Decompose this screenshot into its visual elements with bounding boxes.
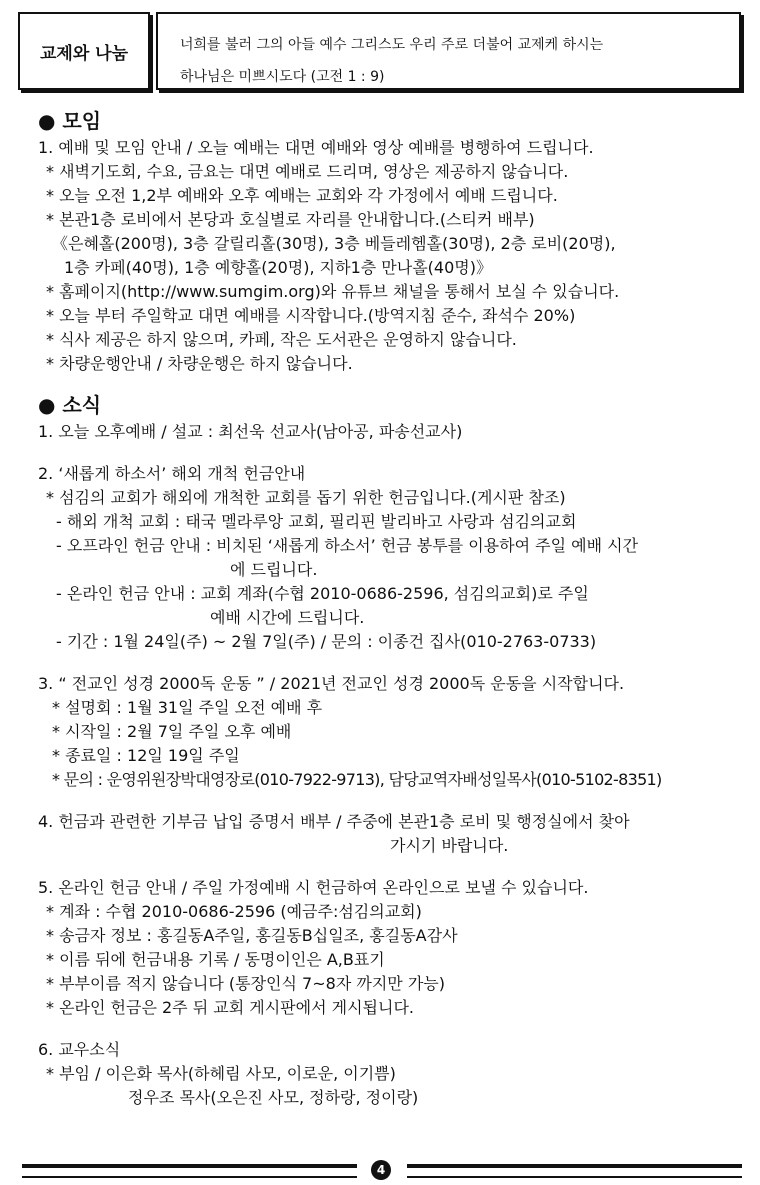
- news-item: 1. 오늘 오후예배 / 설교 : 최선욱 선교사(남아공, 파송선교사): [38, 422, 463, 441]
- news-line: * 섬김의 교회가 해외에 개척한 교회를 돕기 위한 헌금입니다.(게시판 참조): [46, 488, 566, 507]
- news-line: 4. 헌금과 관련한 기부금 납입 증명서 배부 / 주중에 본관1층 로비 및 행정실에서 찾아: [38, 812, 630, 831]
- gathering-line: 1. 예배 및 모임 안내 / 오늘 예배는 대면 예배와 영상 예배를 병행하여 드립니다.: [38, 138, 594, 157]
- news-line: - 기간 : 1월 24일(주) ~ 2월 7일(주) / 문의 : 이종건 집사(010-2763-0733): [56, 632, 597, 651]
- scripture-verse: [156, 12, 741, 90]
- header: [18, 12, 743, 92]
- news-line: * 계좌 : 수협 2010-0686-2596 (예금주:섬김의교회): [46, 902, 422, 921]
- news-line: * 시작일 : 2월 7일 주일 오후 예배: [52, 722, 292, 741]
- page-footer: [22, 1160, 742, 1182]
- news-line: * 부부이름 적지 않습니다 (통장인식 7~8자 까지만 가능): [46, 974, 445, 993]
- gathering-line: * 식사 제공은 하지 않으며, 카페, 작은 도서관은 운영하지 않습니다.: [46, 330, 517, 349]
- news-item-title: 3. “ 전교인 성경 2000독 운동 ” / 2021년 전교인 성경 2000독 운동을 시작합니다.: [38, 674, 625, 693]
- gathering-line: 1층 카페(40명), 1층 예향홀(20명), 지하1층 만나홀(40명)》: [64, 258, 492, 277]
- page-number: 4: [371, 1160, 391, 1180]
- news-line: - 해외 개척 교회 : 태국 멜라루앙 교회, 필리핀 발리바고 사랑과 섬김의교회: [56, 512, 577, 531]
- news-line: * 송금자 정보 : 홍길동A주일, 홍길동B십일조, 홍길동A감사: [46, 926, 458, 945]
- bulletin-content: [38, 106, 738, 1110]
- news-line: * 부임 / 이은화 목사(하헤림 사모, 이로운, 이기쁨): [46, 1064, 396, 1083]
- news-item-title: 5. 온라인 헌금 안내 / 주일 가정예배 시 헌금하여 온라인으로 보낼 수 있습니다.: [38, 878, 589, 897]
- gathering-line: * 오늘 오전 1,2부 예배와 오후 예배는 교회와 각 가정에서 예배 드립니다.: [46, 186, 558, 205]
- news-line: 가시기 바랍니다.: [390, 836, 509, 855]
- news-line: * 이름 뒤에 헌금내용 기록 / 동명이인은 A,B표기: [46, 950, 385, 969]
- news-line: * 종료일 : 12일 19일 주일: [52, 746, 240, 765]
- gathering-line: * 본관1층 로비에서 본당과 호실별로 자리를 안내합니다.(스티커 배부): [46, 210, 535, 229]
- gathering-line: * 오늘 부터 주일학교 대면 예배를 시작합니다.(방역지침 준수, 좌석수 20%): [46, 306, 576, 325]
- verse-line: 하나님은 미쁘시도다 (고전 1 : 9): [180, 69, 385, 85]
- gathering-line: * 새벽기도회, 수요, 금요는 대면 예배로 드리며, 영상은 제공하지 않습니다.: [46, 162, 569, 181]
- footer-rule: [407, 1164, 742, 1178]
- verse-line: 너희를 불러 그의 아들 예수 그리스도 우리 주로 더불어 교제케 하시는: [180, 37, 604, 53]
- news-line: * 온라인 헌금은 2주 뒤 교회 게시판에서 게시됩니다.: [46, 998, 414, 1017]
- news-line: 예배 시간에 드립니다.: [210, 608, 365, 627]
- gathering-line: * 차량운행안내 / 차량운행은 하지 않습니다.: [46, 354, 353, 373]
- gathering-line: 《은혜홀(200명), 3층 갈릴리홀(30명), 3층 베들레헴홀(30명), 2층 로비(20명),: [52, 234, 616, 253]
- section-title: 교제와 나눔: [18, 12, 150, 90]
- news-line: - 온라인 헌금 안내 : 교회 계좌(수협 2010-0686-2596, 섬김의교회)로 주일: [56, 584, 589, 603]
- gathering-line: * 홈페이지(http://www.sumgim.org)와 유튜브 채널을 통해서 보실 수 있습니다.: [46, 282, 620, 301]
- footer-rule: [22, 1164, 357, 1178]
- gathering-heading: ● 모임: [38, 109, 102, 133]
- news-line: * 문의 : 운영위원장박대영장로(010-7922-9713), 담당교역자배성일목사(010-5102-8351): [52, 770, 662, 789]
- news-line: * 설명회 : 1월 31일 주일 오전 예배 후: [52, 698, 323, 717]
- news-line: - 오프라인 헌금 안내 : 비치된 ‘새롭게 하소서’ 헌금 봉투를 이용하여 주일 예배 시간: [56, 536, 639, 555]
- news-line: 정우조 목사(오은진 사모, 정하랑, 정이랑): [128, 1088, 419, 1107]
- news-item-title: 2. ‘새롭게 하소서’ 해외 개척 헌금안내: [38, 464, 306, 483]
- news-item-title: 6. 교우소식: [38, 1040, 121, 1059]
- news-heading: ● 소식: [38, 393, 102, 417]
- news-line: 에 드립니다.: [230, 560, 318, 579]
